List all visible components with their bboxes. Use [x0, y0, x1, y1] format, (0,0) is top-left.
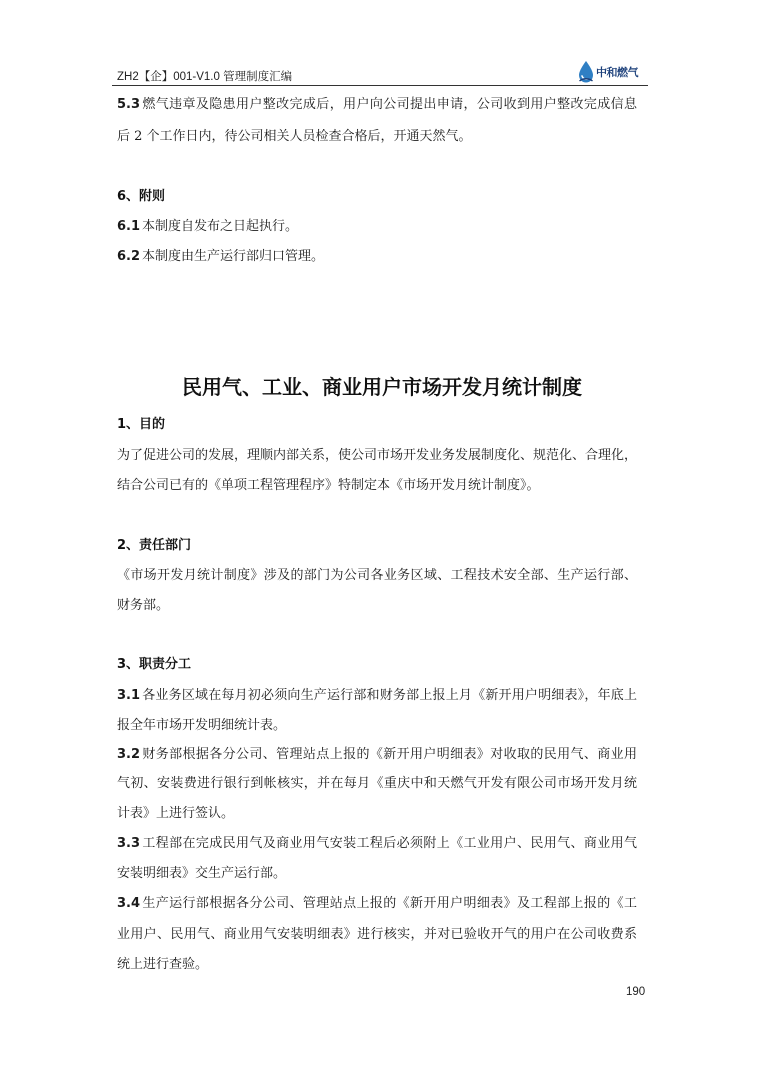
item-number: 6.1: [117, 219, 141, 234]
paragraph-text: 财务部根据各分公司、管理站点上报的《新开用户明细表》对收取的民用气、商业用: [142, 747, 637, 762]
logo-text: 中和燃气: [596, 66, 638, 79]
page-number: 190: [626, 986, 646, 998]
document-code-header: ZH2【企】001-V1.0 管理制度汇编: [117, 71, 293, 83]
paragraph-6-1: [117, 217, 298, 237]
item-number: 6.2: [117, 249, 141, 264]
paragraph-5-3-line2: 后 2 个工作日内，待公司相关人员检查合格后，开通天然气。: [117, 129, 472, 144]
item-number: 3.4: [117, 896, 141, 911]
paragraph-3-1-line1: [117, 686, 637, 706]
paragraph-text: 燃气违章及隐患用户整改完成后，用户向公司提出申请，公司收到用户整改完成信息: [142, 97, 637, 112]
paragraph-text: 工程部在完成民用气及商业用气安装工程后必须附上《工业用户、民用气、商业用气: [142, 836, 637, 851]
paragraph-3-3-line2: 安装明细表》交生产运行部。: [117, 866, 287, 881]
company-logo: [576, 60, 648, 84]
paragraph-1-line2: 结合公司已有的《单项工程管理程序》特制定本《市场开发月统计制度》。: [117, 478, 540, 493]
paragraph-5-3-line1: [117, 95, 637, 115]
paragraph-2-line1: 《市场开发月统计制度》涉及的部门为公司各业务区域、工程技术安全部、生产运行部、: [117, 568, 637, 583]
paragraph-text: 生产运行部根据各分公司、管理站点上报的《新开用户明细表》及工程部上报的《工: [142, 896, 637, 911]
paragraph-3-4-line2: 业用户、民用气、商业用气安装明细表》进行核实，并对已验收开气的用户在公司收费系: [117, 927, 637, 942]
document-title: 民用气、工业、商业用户市场开发月统计制度: [182, 375, 582, 399]
paragraph-1-line1: 为了促进公司的发展，理顺内部关系，使公司市场开发业务发展制度化、规范化、合理化，: [117, 448, 638, 463]
section-heading-3: 3、职责分工: [117, 657, 192, 672]
paragraph-3-4-line3: 统上进行查验。: [117, 957, 209, 972]
paragraph-3-2-line3: 计表》上进行签认。: [117, 806, 235, 821]
paragraph-text: 本制度由生产运行部归口管理。: [142, 249, 325, 264]
item-number: 3.1: [117, 688, 141, 703]
item-number: 3.2: [117, 747, 141, 762]
paragraph-2-line2: 财务部。: [117, 598, 170, 613]
paragraph-text: 各业务区域在每月初必须向生产运行部和财务部上报上月《新开用户明细表》，年底上: [142, 688, 637, 703]
paragraph-3-1-line2: 报全年市场开发明细统计表。: [117, 718, 287, 733]
paragraph-3-4-line1: [117, 894, 637, 914]
header-divider: [112, 85, 648, 86]
paragraph-3-2-line1: [117, 745, 637, 765]
paragraph-text: 本制度自发布之日起执行。: [142, 219, 299, 234]
item-number: 5.3: [117, 97, 141, 112]
paragraph-6-2: [117, 247, 324, 267]
paragraph-3-2-line2: 气初、安装费进行银行到帐核实，并在每月《重庆中和天燃气开发有限公司市场开发月统: [117, 776, 637, 791]
item-number: 3.3: [117, 836, 141, 851]
paragraph-3-3-line1: [117, 834, 637, 854]
section-heading-1: 1、目的: [117, 417, 166, 432]
water-drop-icon: [576, 60, 596, 84]
section-heading-6: 6、附则: [117, 189, 166, 204]
section-heading-2: 2、责任部门: [117, 538, 192, 553]
